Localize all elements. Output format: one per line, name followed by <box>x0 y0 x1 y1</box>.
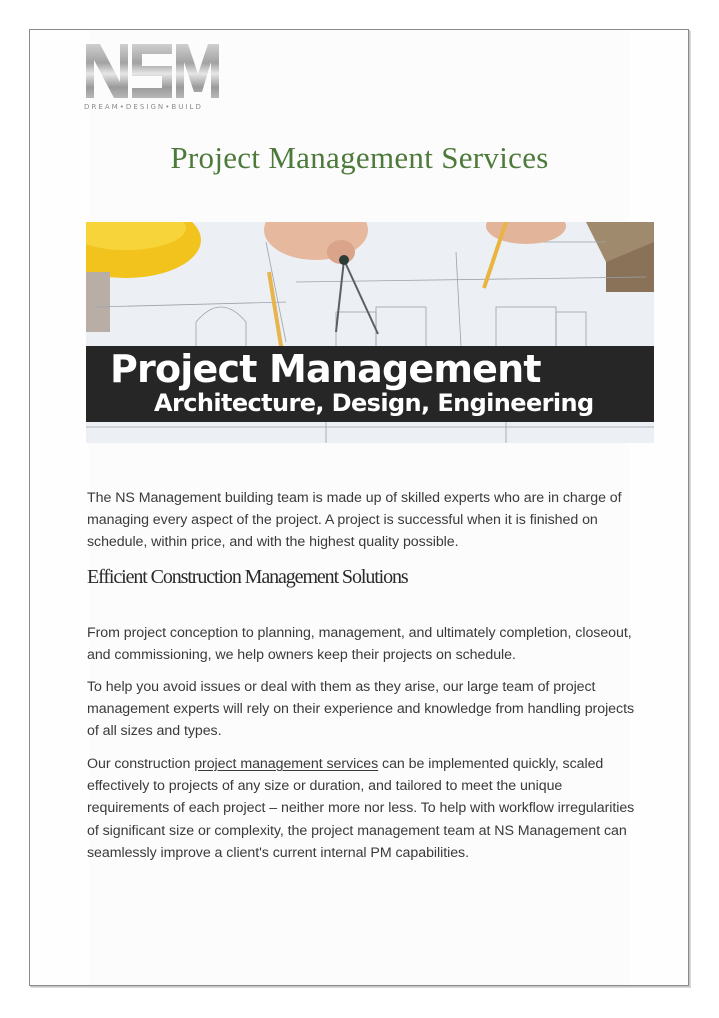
paragraph-services-lead: Our construction <box>87 756 195 772</box>
section-heading: Efficient Construction Management Solutions <box>87 566 408 588</box>
paragraph-lifecycle: From project conception to planning, management, and ultimately completion, closeout, and commissioning, we help owners keep their projects on schedule. <box>87 625 632 664</box>
nsm-logo-mark-icon <box>84 42 221 100</box>
paragraph-services-rest: can be implemented quickly, scaled effectively to projects of any size or duration, and tailored to meet the unique requirements of each project – neither more nor less. To help with workflow irregularities of significant size or complexity, the project management team at NS Management can seamlessly improve a client's current internal PM capabilities. <box>87 756 635 861</box>
page-title: Project Management Services <box>170 140 549 175</box>
paragraph-team-experience: To help you avoid issues or deal with them as they arise, our large team of project management experts will rely on their experience and knowledge from handling projects of all sizes and types. <box>87 679 634 740</box>
paragraph-services <box>87 753 647 864</box>
hero-subheadline: Architecture, Design, Engineering <box>154 389 594 417</box>
hero-banner-image <box>86 222 654 443</box>
nsm-logo <box>84 42 221 112</box>
project-management-services-link[interactable]: project management services <box>194 756 379 772</box>
logo-tagline: DREAM•DESIGN•BUILD <box>84 103 203 111</box>
hero-headline: Project Management <box>110 347 541 391</box>
intro-paragraph: The NS Management building team is made up of skilled experts who are in charge of managing every aspect of the project. A project is successful when it is finished on schedule, within price, and with the highest quality possible. <box>87 490 622 551</box>
